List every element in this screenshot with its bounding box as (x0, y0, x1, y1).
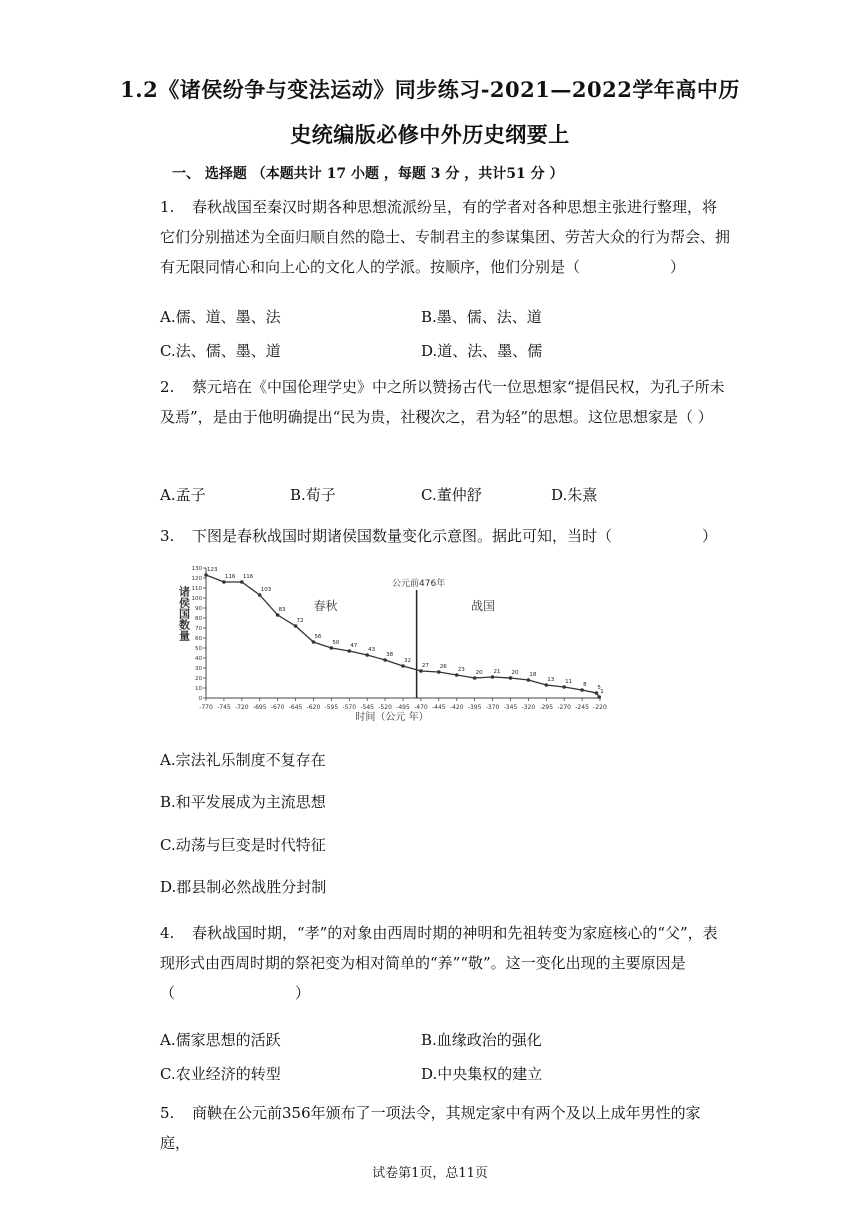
data-label: 21 (493, 669, 501, 675)
x-tick-label: -545 (360, 704, 374, 711)
question-text: 春秋战国时期，“孝”的对象由西周时期的神明和先祖转变为家庭核心的“父”，表现形式由西周时期的祭祀变为相对简单的“养”“敬”。这一变化出现的主要原因是（ ） (160, 924, 718, 1002)
data-label: 50 (332, 640, 340, 646)
data-point (419, 669, 423, 673)
data-label: 8 (583, 682, 587, 688)
y-tick-label: 10 (195, 686, 202, 692)
option-b: B.血缘政治的强化 (421, 1031, 542, 1049)
data-label: 20 (511, 670, 519, 676)
data-point (365, 653, 369, 657)
data-label: 20 (475, 670, 483, 676)
x-tick-label: -670 (270, 704, 285, 711)
data-point (562, 685, 566, 689)
x-tick-label: -345 (503, 704, 518, 711)
page-footer: 试卷第1页，总11页 (372, 1166, 488, 1181)
y-tick-label: 110 (191, 586, 202, 592)
data-point (597, 695, 601, 699)
question-text: 蔡元培在《中国伦理学史》中之所以赞扬古代一位思想家“提倡民权，为孔子所未及焉”，是由于他明确提出“民为贵，社稷次之，君为轻”的思想。这位思想家是（ ） (160, 378, 725, 426)
x-tick-label: -645 (288, 704, 303, 711)
x-tick-label: -595 (324, 704, 339, 711)
option-c: C.法、儒、墨、道 (160, 342, 281, 360)
option-b: B.荀子 (290, 486, 336, 504)
data-label: 116 (224, 574, 236, 580)
x-tick-label: -745 (217, 704, 231, 711)
data-label: 5 (597, 685, 601, 691)
option-a: A.孟子 (160, 486, 206, 504)
question-text: 商鞅在公元前356年颁布了一项法令，其规定家中有两个及以上成年男性的家庭， (160, 1104, 701, 1152)
x-tick-label: -220 (593, 704, 607, 711)
y-tick-label: 50 (195, 646, 202, 652)
option-a: A.儒、道、墨、法 (160, 308, 281, 326)
option-c: C.动荡与巨变是时代特征 (160, 836, 326, 854)
x-axis-label: 时间（公元 年） (355, 712, 429, 723)
x-tick-label: -570 (342, 704, 357, 711)
section-heading: 一、 选择题 （本题共计 17 小题 ，每题 3 分 ，共计51 分 ） (172, 166, 564, 182)
y-tick-label: 100 (191, 596, 202, 602)
option-b: B.墨、儒、法、道 (421, 308, 542, 326)
states-count-chart (176, 558, 610, 728)
data-label: 32 (404, 658, 411, 664)
data-point (294, 624, 298, 628)
question-text: 春秋战国至秦汉时期各种思想流派纷呈，有的学者对各种思想主张进行整理，将它们分别描述为全面归顺自然的隐士、专制君主的参谋集团、劳苦大众的行为帮会、拥有无限同情心和向上心的文化人的学派。按顺序，他们分别是（ ） (160, 198, 731, 276)
x-tick-label: -370 (485, 704, 500, 711)
data-label: 123 (207, 567, 218, 573)
x-tick-label: -770 (199, 704, 213, 711)
data-point (330, 646, 334, 650)
data-label: 47 (350, 643, 358, 649)
data-point (383, 658, 387, 662)
region-label-chunqiu: 春秋 (313, 599, 338, 613)
data-label: 103 (260, 587, 272, 593)
question-number: 5. (160, 1104, 175, 1122)
x-tick-label: -520 (378, 704, 392, 711)
option-d: D.郡县制必然战胜分封制 (160, 878, 327, 896)
question-5 (160, 1098, 730, 1158)
data-label: 1 (600, 689, 604, 695)
y-tick-label: 20 (195, 676, 202, 682)
data-label: 26 (439, 664, 447, 670)
data-label: 11 (565, 679, 573, 685)
data-label: 116 (242, 574, 254, 580)
data-point (595, 691, 599, 695)
y-tick-label: 40 (195, 656, 202, 662)
x-tick-label: -445 (432, 704, 446, 711)
question-2 (160, 372, 730, 432)
question-3 (160, 521, 730, 551)
data-label: 38 (386, 652, 394, 658)
y-tick-label: 30 (195, 666, 202, 672)
option-d: D.朱熹 (551, 486, 598, 504)
y-tick-label: 60 (195, 636, 202, 642)
data-point (437, 670, 441, 674)
question-number: 4. (160, 924, 175, 942)
y-tick-label: 90 (195, 606, 202, 612)
data-label: 56 (314, 634, 322, 640)
x-tick-label: -495 (396, 704, 410, 711)
data-label: 43 (368, 647, 376, 653)
option-c: C.董仲舒 (421, 486, 482, 504)
x-tick-label: -620 (306, 704, 321, 711)
option-a: A.儒家思想的活跃 (160, 1031, 281, 1049)
x-tick-label: -720 (235, 704, 249, 711)
region-label-zhanguo: 战国 (471, 599, 496, 613)
x-tick-label: -270 (557, 704, 571, 711)
data-point (491, 675, 495, 679)
data-point (580, 688, 584, 692)
data-point (240, 580, 244, 584)
y-tick-label: 130 (191, 566, 202, 572)
option-b: B.和平发展成为主流思想 (160, 793, 326, 811)
x-tick-label: -245 (575, 704, 589, 711)
question-4 (160, 918, 730, 1008)
y-axis-label: 诸侯国数量 (177, 586, 191, 641)
x-tick-label: -695 (252, 704, 267, 711)
data-point (473, 676, 477, 680)
data-point (222, 580, 226, 584)
data-label: 72 (296, 618, 304, 624)
x-tick-label: -470 (414, 704, 428, 711)
question-number: 2. (160, 378, 175, 396)
option-d: D.道、法、墨、儒 (421, 342, 543, 360)
data-label: 18 (529, 672, 537, 678)
question-number: 3. (160, 527, 175, 545)
y-tick-label: 70 (195, 626, 202, 632)
data-point (312, 640, 316, 644)
data-point (347, 649, 351, 653)
data-point (455, 673, 459, 677)
data-label: 13 (547, 677, 555, 683)
data-label: 23 (457, 667, 465, 673)
x-tick-label: -420 (449, 704, 464, 711)
question-text: 下图是春秋战国时期诸侯国数量变化示意图。据此可知，当时（ ） (192, 527, 718, 545)
data-point (527, 678, 531, 682)
data-point (544, 683, 548, 687)
chart-annotation: 公元前476年 (392, 579, 446, 589)
option-a: A.宗法礼乐制度不复存在 (160, 751, 326, 769)
option-d: D.中央集权的建立 (421, 1065, 543, 1083)
page-title-line1: 1.2《诸侯纷争与变法运动》同步练习-2021—2022学年高中历 (120, 77, 740, 102)
option-c: C.农业经济的转型 (160, 1065, 281, 1083)
data-point (401, 664, 405, 668)
data-point (258, 593, 262, 597)
question-1 (160, 192, 730, 282)
y-tick-label: 80 (195, 616, 202, 622)
data-label: 27 (421, 663, 429, 669)
page-title-line2: 史统编版必修中外历史纲要上 (290, 122, 570, 147)
data-point (509, 676, 513, 680)
data-point (276, 613, 280, 617)
data-point (204, 573, 208, 577)
y-tick-label: 120 (191, 576, 202, 582)
data-label: 83 (278, 607, 286, 613)
x-tick-label: -320 (521, 704, 536, 711)
series-line (206, 575, 599, 697)
x-tick-label: -395 (467, 704, 482, 711)
question-number: 1. (160, 198, 175, 216)
x-tick-label: -295 (539, 704, 554, 711)
y-tick-label: 0 (198, 696, 202, 702)
